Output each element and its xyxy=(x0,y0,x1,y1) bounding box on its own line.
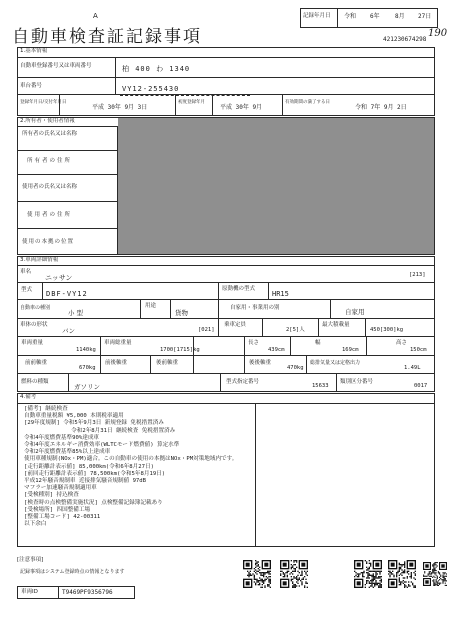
weight-label: 車両重量 xyxy=(21,340,44,346)
expiry-value: 令和 7年 9月 2日 xyxy=(355,104,407,111)
plate-label: 自動車登録番号又は車両番号 xyxy=(20,63,92,69)
section-owner-title: 2.所有者・使用者情報 xyxy=(20,118,75,124)
user-name-label: 使用者の氏名又は名称 xyxy=(22,184,78,190)
chassis-value: VY12-255430 xyxy=(122,85,180,93)
capacity-value: 2[5]人 xyxy=(286,327,305,333)
gross-weight-label: 車両総重量 xyxy=(104,340,132,346)
document-number: 421230674298 xyxy=(383,36,427,43)
section-remarks-title: 4.備考 xyxy=(20,394,37,400)
record-date-month: 8月 xyxy=(395,13,405,20)
letter-a: A xyxy=(93,12,98,20)
plate-value: 柏 400 わ 1340 xyxy=(122,65,191,73)
fuel-label: 燃料の種類 xyxy=(21,379,49,385)
reg-date-value: 平成 30年 9月 3日 xyxy=(92,104,148,111)
max-load-value: 450[300]kg xyxy=(370,327,404,333)
category-label: 類別区分番号 xyxy=(340,379,374,385)
base-location-label: 使用の本拠の位置 xyxy=(22,239,75,245)
length-label: 長さ xyxy=(248,340,260,346)
owner-name-label: 所有者の氏名又は名称 xyxy=(22,131,78,137)
fuel-value: ガソリン xyxy=(74,383,100,391)
qr-code-3 xyxy=(354,560,382,588)
redacted-owner-info xyxy=(118,118,434,254)
vehicle-type-label: 自動車の種別 xyxy=(20,305,51,311)
record-date-day: 27日 xyxy=(418,13,432,20)
first-reg-label: 初度登録年月 xyxy=(178,100,205,105)
weight-value: 1140kg xyxy=(76,347,96,353)
front-rear-axle-label: 前後軸重 xyxy=(105,360,128,366)
remarks-text: [備考] 継続検査 自動車重量税額 ¥5,000 本則税率適用 [29年度規制] 令和5年9月3日 新規登録 免税措置済み 令和2年8月31日 継続検査 免税措置済み 令和4年度燃費基準90%達成車 令和4年度エネルギー消費効率(WLTCモード燃費値) 算定水準 令和2年度燃費基準85%以上達成車 使用車種規制(NOx・PM)適合。この自動車の使用の本拠はNOx・PM対策地域内です。 [走行距離計表示値] 85,000km(令和6年8月27日) [前回走行距離計表示値] 78,500km(令和5年8月19日) 平成12年騒音規制車 近接排気騒音規制値 97dB マフラー加速騒音規制適用車 [受検種別] 持込検査 [検査時の点検整備実施状況] 点検整備記録簿記載あり [受検場所] 四国整備工場 [整備工場コード] 42-00311 以下余白 xyxy=(24,406,238,528)
qr-code-1 xyxy=(243,560,271,588)
maker-code: [213] xyxy=(409,272,426,278)
width-label: 幅 xyxy=(315,340,321,346)
record-date-year: 6年 xyxy=(370,13,380,20)
shape-code: [021] xyxy=(198,327,215,333)
qr-code-4 xyxy=(388,560,416,588)
owner-address-label: 所有者の住所 xyxy=(27,158,73,164)
rear-axle-label: 後後軸重 xyxy=(249,360,272,366)
record-date-era: 令和 xyxy=(344,13,357,20)
business-value: 自家用 xyxy=(345,308,365,316)
category-value: 0017 xyxy=(414,383,428,389)
section-vehicle-title: 3.車両詳細情報 xyxy=(20,257,59,263)
engine-value: HR15 xyxy=(272,290,289,298)
section-basic-title: 1.基本情報 xyxy=(20,48,48,54)
vehicle-id-label: 車両ID xyxy=(21,589,38,595)
vehicle-id-value: T9469PF9356796 xyxy=(62,589,113,596)
engine-label: 原動機の型式 xyxy=(222,286,256,292)
capacity-label: 乗車定員 xyxy=(224,322,247,328)
front-axle-value: 670kg xyxy=(79,365,96,371)
shape-value: バン xyxy=(62,327,75,335)
qr-code-5 xyxy=(423,560,447,588)
height-value: 150cm xyxy=(410,347,427,353)
reg-date-label: 登録年月日/交付年月日 xyxy=(20,100,67,105)
handwritten-note: 190 xyxy=(428,28,448,39)
maker-value: ニッサン xyxy=(45,274,73,282)
displacement-value: 1.49L xyxy=(404,365,421,371)
length-value: 439cm xyxy=(268,347,285,353)
height-label: 高さ xyxy=(396,340,408,346)
model-label: 型式 xyxy=(21,287,33,293)
record-date-label: 記録年月日 xyxy=(303,13,331,19)
expiry-label: 有効期間の満了する日 xyxy=(285,100,330,105)
notes-line: 記録事項はシステム登録時点の情報となります xyxy=(20,569,125,575)
notes-title: [注意事項] xyxy=(17,557,44,563)
rear-front-axle-label: 後前軸重 xyxy=(156,360,179,366)
rear-axle-value: 470kg xyxy=(287,365,304,371)
model-value: DBF-VY12 xyxy=(46,290,88,298)
front-axle-label: 前前軸重 xyxy=(25,360,48,366)
use-value: 貨物 xyxy=(175,309,188,317)
width-value: 169cm xyxy=(342,347,359,353)
shape-label: 車体の形状 xyxy=(20,322,48,328)
qr-code-2 xyxy=(280,560,308,588)
gross-weight-value: 1700[1715]kg xyxy=(160,347,200,353)
first-reg-value: 平成 30年 9月 xyxy=(220,104,263,111)
vehicle-type-value: 小型 xyxy=(68,309,85,317)
use-label: 用途 xyxy=(145,303,157,309)
document-title: 自動車検査証記録事項 xyxy=(12,27,202,47)
type-designation-value: 15633 xyxy=(312,383,329,389)
user-address-label: 使用者の住所 xyxy=(27,212,73,218)
type-designation-label: 型式指定番号 xyxy=(226,379,260,385)
business-label: 自家用・事業用の別 xyxy=(230,305,280,311)
displacement-label: 総排気量又は定格出力 xyxy=(310,360,361,366)
chassis-label: 車台番号 xyxy=(20,83,43,89)
max-load-label: 最大積載量 xyxy=(322,322,350,328)
maker-label: 車名 xyxy=(20,269,32,275)
